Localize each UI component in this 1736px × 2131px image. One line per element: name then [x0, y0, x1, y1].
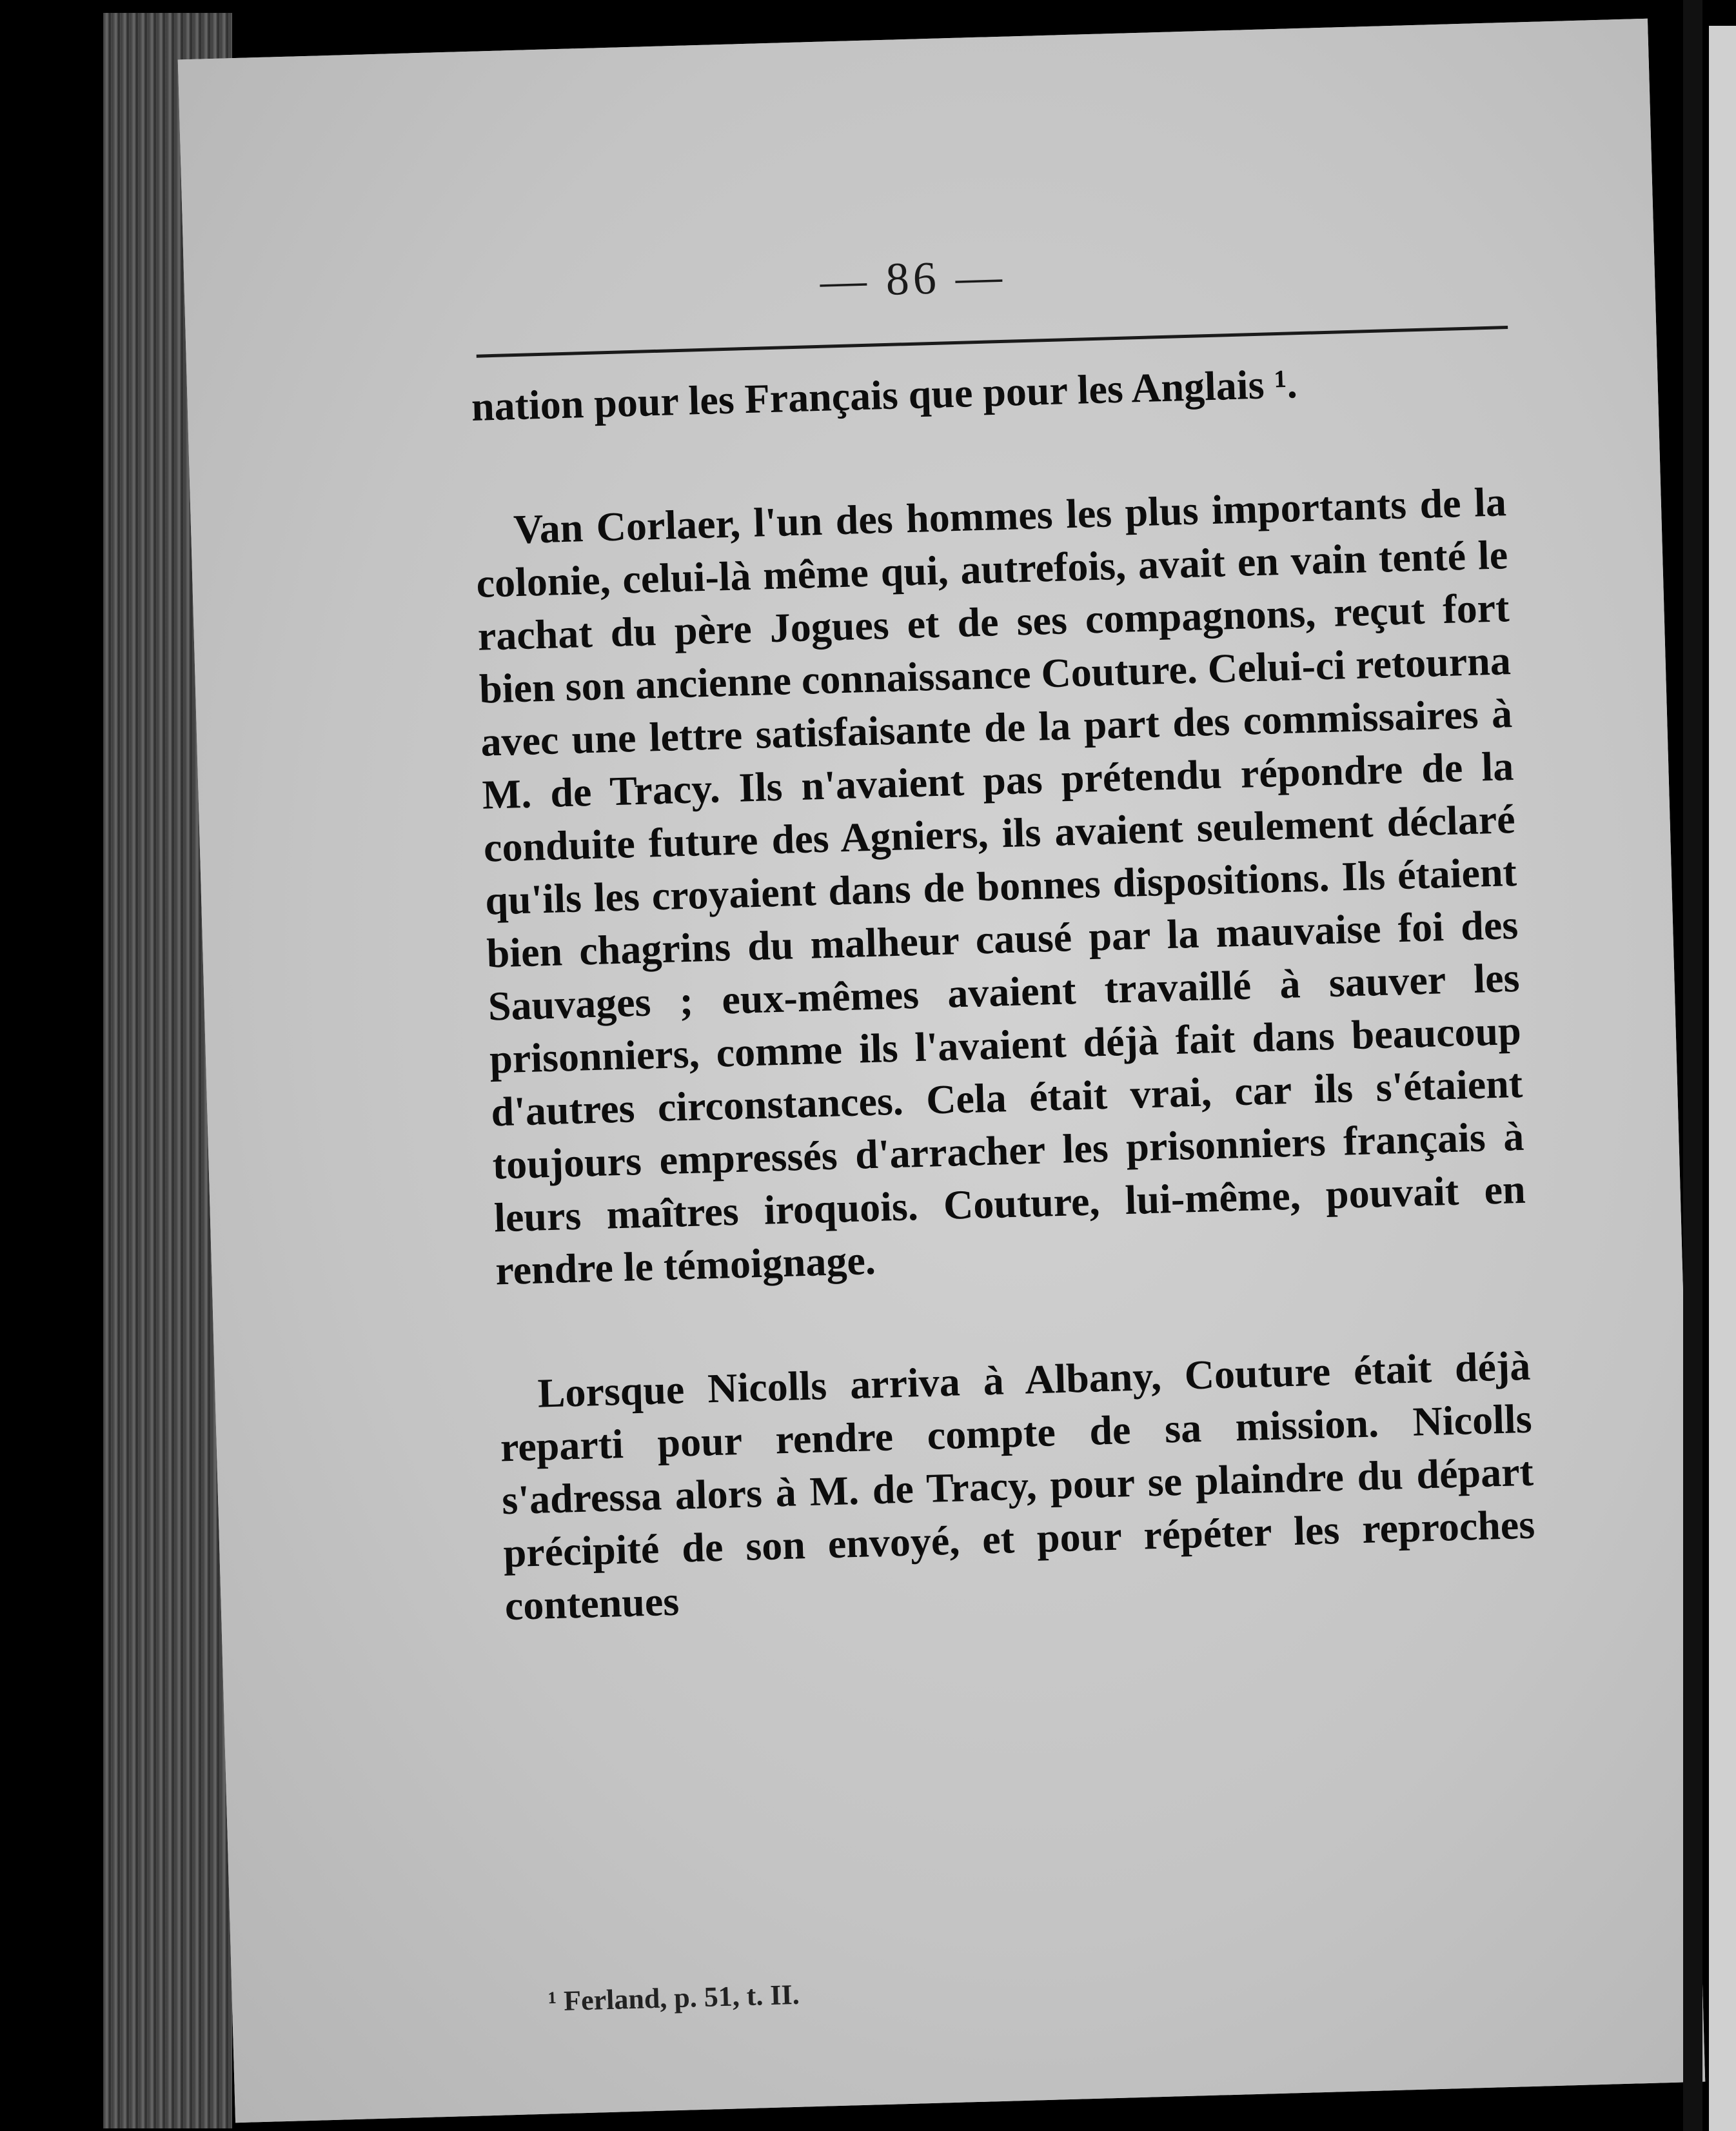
book-page	[178, 19, 1705, 2123]
gutter-shadow	[1683, 0, 1702, 2131]
facing-page-edge	[1709, 26, 1736, 2131]
paragraph-2: Van Corlaer, l'un des hommes les plus importants de la colonie, celui-là même qui, autrefois, avait en vain tenté le rachat du père Jogues et de ses compagnons, reçut fort bien son ancienne connaissance Couture. Celui-ci retourna avec une lettre satisfaisante de la part des commissaires à M. de Tracy. Ils n'avaient pas prétendu répondre de la conduite future des Agniers, ils avaient seulement déclaré qu'ils les croyaient dans de bonnes dispositions. Ils étaient bien chagrins du malheur causé par la mauvaise foi des Sauvages ; eux-mêmes avaient travaillé à sauver les prisonniers, comme ils l'avaient déjà fait dans beaucoup d'autres circonstances. Cela était vrai, car ils s'étaient toujours empressés d'arracher les prisonniers français à leurs maîtres iroquois. Couture, lui-même, pouvait en rendre le témoignage.	[475, 479, 1526, 1294]
page-number: — 86 —	[819, 250, 1007, 307]
footnote: ¹ Ferland, p. 51, t. II.	[547, 1978, 800, 2017]
paragraph-1: nation pour les Français que pour les Anglais ¹.	[470, 361, 1298, 430]
paragraph-3: Lorsque Nicolls arriva à Albany, Couture était déjà reparti pour rendre compte de sa mission. Nicolls s'adressa alors à M. de Tracy, pour se plaindre du départ précipité de son envoyé, et pour répéter les reproches contenues	[500, 1342, 1535, 1629]
page-body	[471, 352, 1537, 1632]
header-rule	[477, 326, 1508, 358]
